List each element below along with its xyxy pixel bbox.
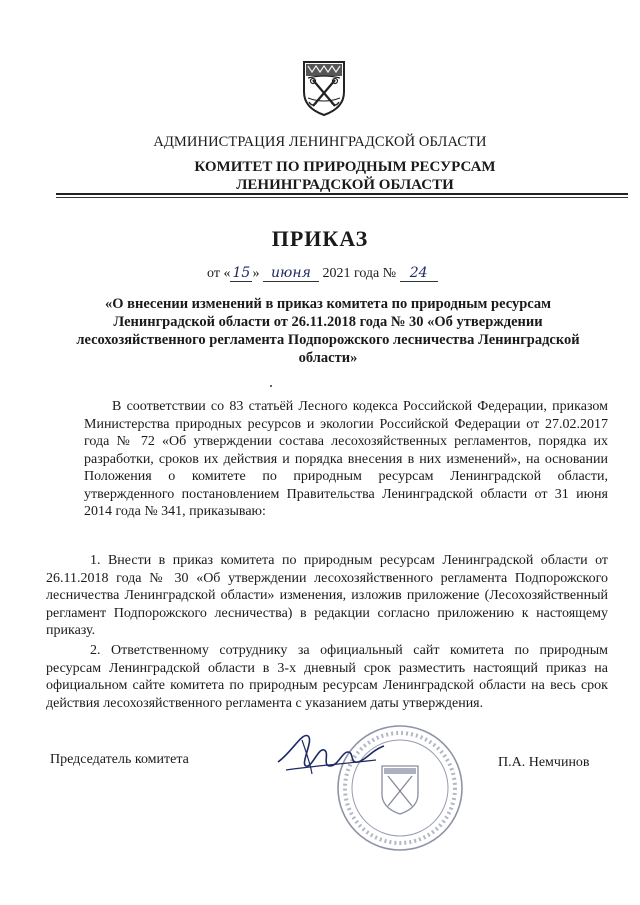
- number-sign: №: [382, 266, 397, 281]
- signature-icon: [272, 722, 392, 782]
- signatory-name: П.А. Немчинов: [498, 755, 590, 770]
- order-item-2: 2. Ответственному сотруднику за официальный сайт комитета по природным ресурсам Ленинградской области в 3-х дневный срок разместить настоящий приказ на официальном сайте комитета по природным ресурсам Ленинградской области на весь срок действия лесохозяйственного регламента с указанием даты утверждения.: [46, 643, 608, 711]
- header-divider-thin: [56, 197, 628, 198]
- committee-name: [150, 158, 540, 194]
- coat-of-arms-icon: [300, 58, 348, 118]
- document-number: 24: [400, 265, 438, 282]
- order-item-1: 1. Внести в приказ комитета по природным ресурсам Ленинградской области от 26.11.2018 года № 30 «Об утверждении лесохозяйственного регламента Подпорожского лесничества Ленинградской области» изменения, изложив приложение (Лесохозяйственный регламент Подпорожского лесничества) в редакции согласно приложению к настоящему приказу.: [46, 553, 608, 638]
- signatory-position: Председатель комитета: [50, 752, 189, 767]
- administration-name: АДМИНИСТРАЦИЯ ЛЕНИНГРАДСКОЙ ОБЛАСТИ: [153, 134, 487, 150]
- open-quote: «: [223, 266, 231, 281]
- date-year: 2021 года: [322, 266, 380, 281]
- document-title: ПРИКАЗ: [271, 226, 369, 251]
- committee-line-1: КОМИТЕТ ПО ПРИРОДНЫМ РЕСУРСАМ: [194, 159, 496, 175]
- close-quote: »: [252, 266, 260, 281]
- date-prefix: от: [207, 266, 220, 281]
- header-divider-thick: [56, 193, 628, 195]
- date-number-line: [207, 265, 438, 282]
- committee-line-2: ЛЕНИНГРАДСКОЙ ОБЛАСТИ: [236, 177, 454, 193]
- date-month: июня: [263, 265, 319, 282]
- stray-dot: [270, 385, 272, 387]
- preamble-paragraph: В соответствии со 83 статьёй Лесного кодекса Российской Федерации, приказом Министерства природных ресурсов и экологии Российской Федерации от 27.02.2017 года № 72 «Об утверждении состава лесохозяйственных регламентов, порядка их разработки, сроков их действия и порядка внесения в них изменений», на основании Положения о комитете по природным ресурсам Ленинградской области, утвержденного постановлением Правительства Ленинградской области от 31 июня 2014 года № 341, приказываю:: [84, 399, 608, 519]
- date-day: 15: [230, 265, 252, 282]
- document-subject: «О внесении изменений в приказ комитета по природным ресурсам Ленинградской области от 26.11.2018 года № 30 «Об утверждении лесохозяйственного регламента Подпорожского лесничества Ленинградской области»: [76, 296, 580, 366]
